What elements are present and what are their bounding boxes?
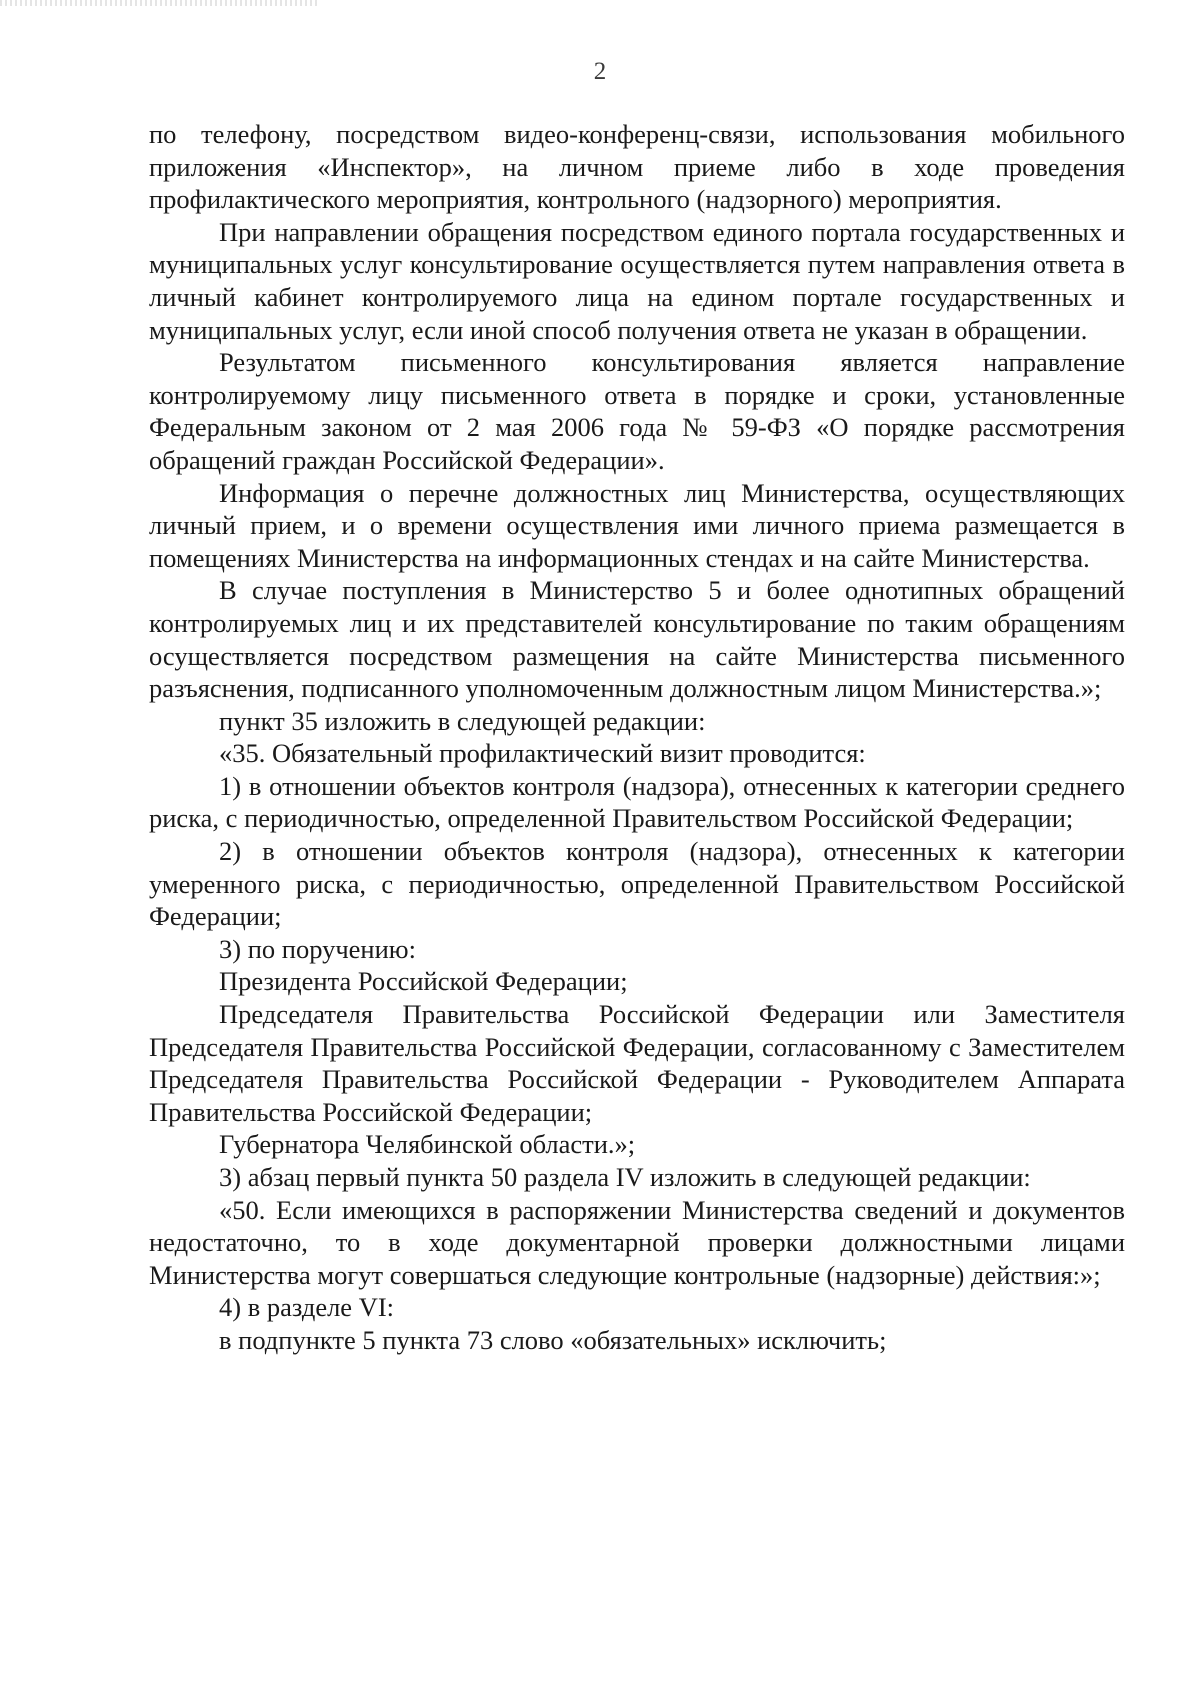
- paragraph-subitem-1: 1) в отношении объектов контроля (надзора), отнесенных к категории среднего риска, с периодичностью, определенной Правительством Российской Федерации;: [149, 770, 1125, 834]
- paragraph-president: Президента Российской Федерации;: [219, 966, 628, 997]
- paragraph-portal-consultation: При направлении обращения посредством единого портала государственных и муниципальных услуг консультирование осуществляется путем направления ответа в личный кабинет контролируемого лица на едином портале государственных и муниципальных услуг, если иной способ получения ответа не указан в обращении.: [149, 216, 1125, 345]
- paragraph-written-consultation-result: Результатом письменного консультирования является направление контролируемому лицу письменного ответа в порядке и сроки, установленные Федеральным законом от 2 мая 2006 года № 59-ФЗ «О порядке рассмотрения обращений граждан Российской Федерации».: [149, 347, 1125, 475]
- paragraph-item-50-intro: 3) абзац первый пункта 50 раздела IV изложить в следующей редакции:: [219, 1162, 1031, 1192]
- paragraph-item-50: «50. Если имеющихся в распоряжении Министерства сведений и документов недостаточно, то в ходе документарной проверки должностными лицами Министерства могут совершаться следующие контрольные (надзорные) действия:»;: [149, 1194, 1125, 1290]
- paragraph-subitem-2: 2) в отношении объектов контроля (надзора), отнесенных к категории умеренного риска, с периодичностью, определенной Правительством Российской Федерации;: [149, 836, 1125, 932]
- paragraph-item-35: «35. Обязательный профилактический визит проводится:: [219, 738, 866, 769]
- scan-artifact: [0, 0, 320, 6]
- paragraph-section-6: 4) в разделе VI:: [219, 1292, 395, 1323]
- paragraph-government-chair: Председателя Правительства Российской Федерации или Заместителя Председателя Правительства Российской Федерации, согласованному с Заместителем Председателя Правительства Российской Федерации - Руководителем Аппарата Правительства Российской Федерации;: [149, 999, 1125, 1127]
- paragraph-similar-requests: В случае поступления в Министерство 5 и более однотипных обращений контролируемых лиц и их представителей консультирование по таким обращениям осуществляется посредством размещения на сайте Министерства письменного разъяснения, подписанного уполномоченным должностным лицом Министерства.»;: [149, 575, 1125, 704]
- document-body: [149, 118, 1125, 1357]
- paragraph-subitem-3: 3) по поручению:: [219, 933, 416, 964]
- page-number: 2: [593, 58, 607, 85]
- paragraph-officials-info: Информация о перечне должностных лиц Министерства, осуществляющих личный прием, и о времени осуществления ими личного приема размещается в помещениях Министерства на информационных стендах и на сайте Министерства.: [149, 477, 1125, 573]
- paragraph-governor: Губернатора Челябинской области.»;: [219, 1129, 636, 1160]
- paragraph-item-73: в подпункте 5 пункта 73 слово «обязательных» исключить;: [219, 1324, 887, 1355]
- paragraph-continuation: по телефону, посредством видео-конференц-связи, использования мобильного приложения «Инспектор», на личном приеме либо в ходе проведения профилактического мероприятия, контрольного (надзорного) мероприятия.: [149, 119, 1125, 215]
- paragraph-item-35-intro: пункт 35 изложить в следующей редакции:: [219, 705, 706, 736]
